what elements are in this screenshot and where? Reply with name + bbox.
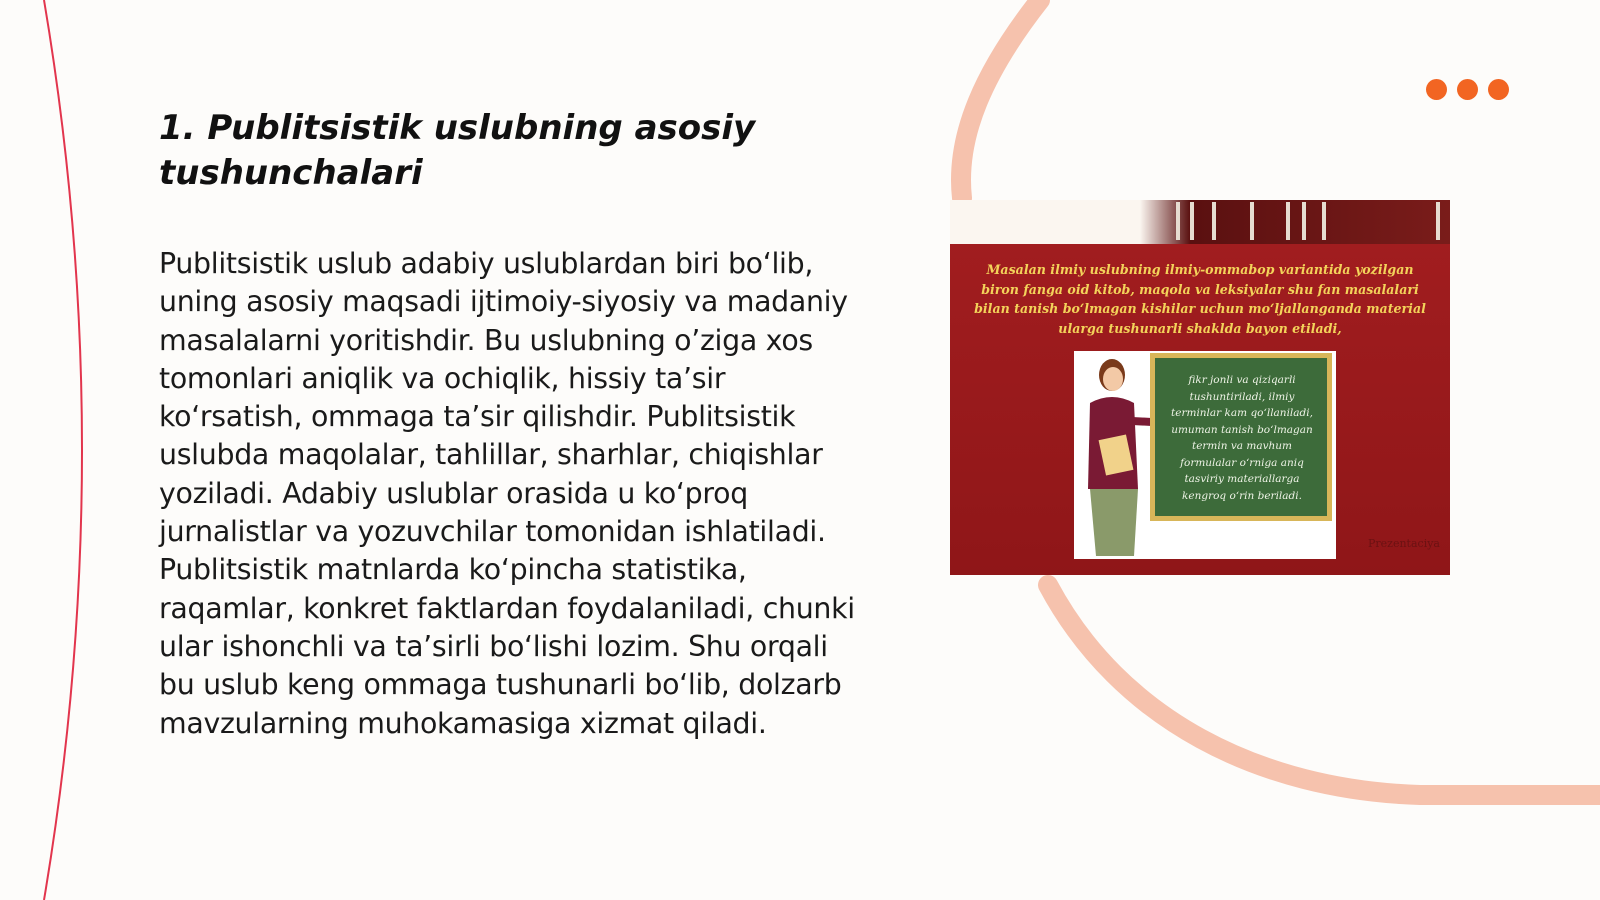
book-spine [1176,202,1180,240]
chalkboard-text: fikr jonli va qiziqarli tushuntiriladi, ilmiy terminlar kam qo‘llaniladi, umuman tanish bo‘lmagan termin va mavhum formulalar o‘rniga aniq tasviriy materiallarga kengroq o‘rin beriladi. [1171,374,1313,502]
bookshelf-strip [950,200,1450,244]
chalkboard [1150,353,1332,521]
book-spine [1190,202,1194,240]
book-spine [1436,202,1440,240]
book-spine [1322,202,1326,240]
dot-icon [1426,79,1447,100]
slide-title: 1. Publitsistik uslubning asosiy tushunchalari [159,108,756,193]
slide-body-text: Publitsistik uslub adabiy uslublardan biri bo‘lib, uning asosiy maqsadi ijtimoiy-siyosiy va madaniy masalalarni yoritishdir. Bu uslubning o’ziga xos tomonlari aniqlik va ochiqlik, hissiy ta’sir ko‘rsatish, ommaga ta’sir qilishdir. Publitsistik uslubda maqolalar, tahlillar, sharhlar, chiqishlar yoziladi. Adabiy uslublar orasida u ko‘proq jurnalistlar va yozuvchilar tomonidan ishlatiladi. Publitsistik matnlarda ko‘pincha statistika, raqamlar, konkret faktlardan foydalaniladi, chunki ular ishonchli va ta’sirli bo‘lishi lozim. Shu orqali bu uslub keng ommaga tushunarli bo‘lib, dolzarb mavzularning muhokamasiga xizmat qiladi. [159,247,855,740]
book-spine [1250,202,1254,240]
watermark-text: Prezentaciya [1368,537,1440,550]
illustration-image [950,200,1450,575]
top-ring-arc [961,0,1040,198]
illustration-quote: Masalan ilmiy uslubning ilmiy-ommabop variantida yozilgan biron fanga oid kitob, maqola va leksiyalar shu fan masalalari bilan tanish bo‘lmagan kishilar uchun mo‘ljallanganda material ularga tushunarli shaklda bayon etiladi, [974,262,1426,336]
book-spine [1212,202,1216,240]
teacher-figure [1076,351,1156,559]
left-accent-curve [44,0,82,900]
dot-icon [1488,79,1509,100]
book-spine [1286,202,1290,240]
more-options-icon [1426,79,1509,100]
dot-icon [1457,79,1478,100]
book-spine [1302,202,1306,240]
bottom-ring-arc [1048,585,1600,795]
teacher-scene [1074,351,1336,559]
